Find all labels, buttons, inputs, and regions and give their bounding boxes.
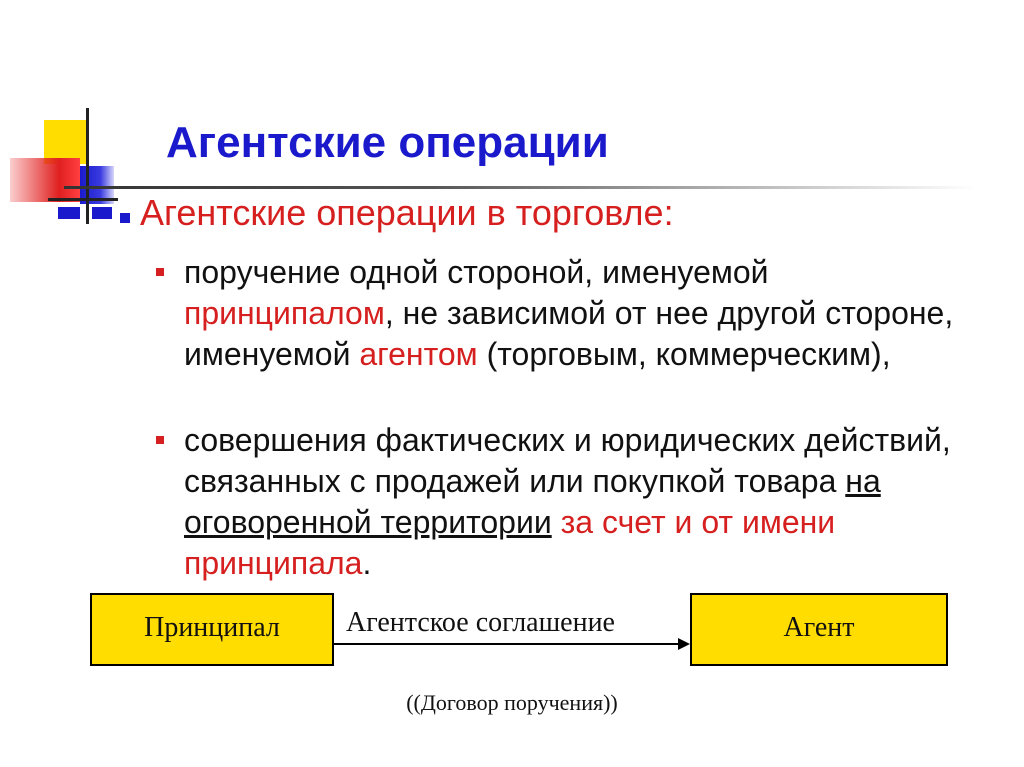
- title-divider: [64, 186, 976, 189]
- slide-title: Агентские операции: [166, 118, 609, 167]
- heading-bullet-icon: [120, 213, 130, 223]
- bullet2-part1: совершения фактических и юридических действий, связанных с продажей или покупкой товара: [184, 422, 951, 499]
- bullet-icon-2: [156, 436, 164, 444]
- bullet1-part3: , не зависимой от нее другой стороне, именуемой: [184, 295, 954, 372]
- decor-horizontal-line: [48, 198, 118, 201]
- bullet-icon-1: [156, 268, 164, 276]
- bullet-text-2: [184, 420, 1004, 584]
- principal-label: Принципал: [144, 612, 280, 643]
- bullet2-part4: .: [362, 545, 372, 581]
- agent-label: Агент: [783, 612, 855, 643]
- slide-subheading: Агентские операции в торговле:: [140, 192, 674, 233]
- bullet-text-1: [184, 252, 954, 375]
- term-principal: принципалом: [184, 295, 385, 331]
- decor-blue-small-2: [92, 207, 112, 219]
- contract-note: ((Договор поручения)): [406, 690, 618, 715]
- agent-box: [690, 593, 948, 666]
- term-agent: агентом: [359, 336, 478, 372]
- agreement-label: Агентское соглашение: [346, 607, 615, 638]
- principal-box: [90, 593, 334, 666]
- bullet1-part5: (торговым, коммерческим),: [477, 336, 891, 372]
- decor-red-gradient: [10, 158, 80, 202]
- decor-vertical-line: [86, 108, 89, 224]
- bullet1-part1: поручение одной стороной, именуемой: [184, 254, 769, 290]
- term-on-behalf: за счет и от имени принципала: [184, 504, 836, 581]
- decor-blue-small: [58, 207, 80, 219]
- term-territory: на оговоренной территории: [184, 463, 881, 540]
